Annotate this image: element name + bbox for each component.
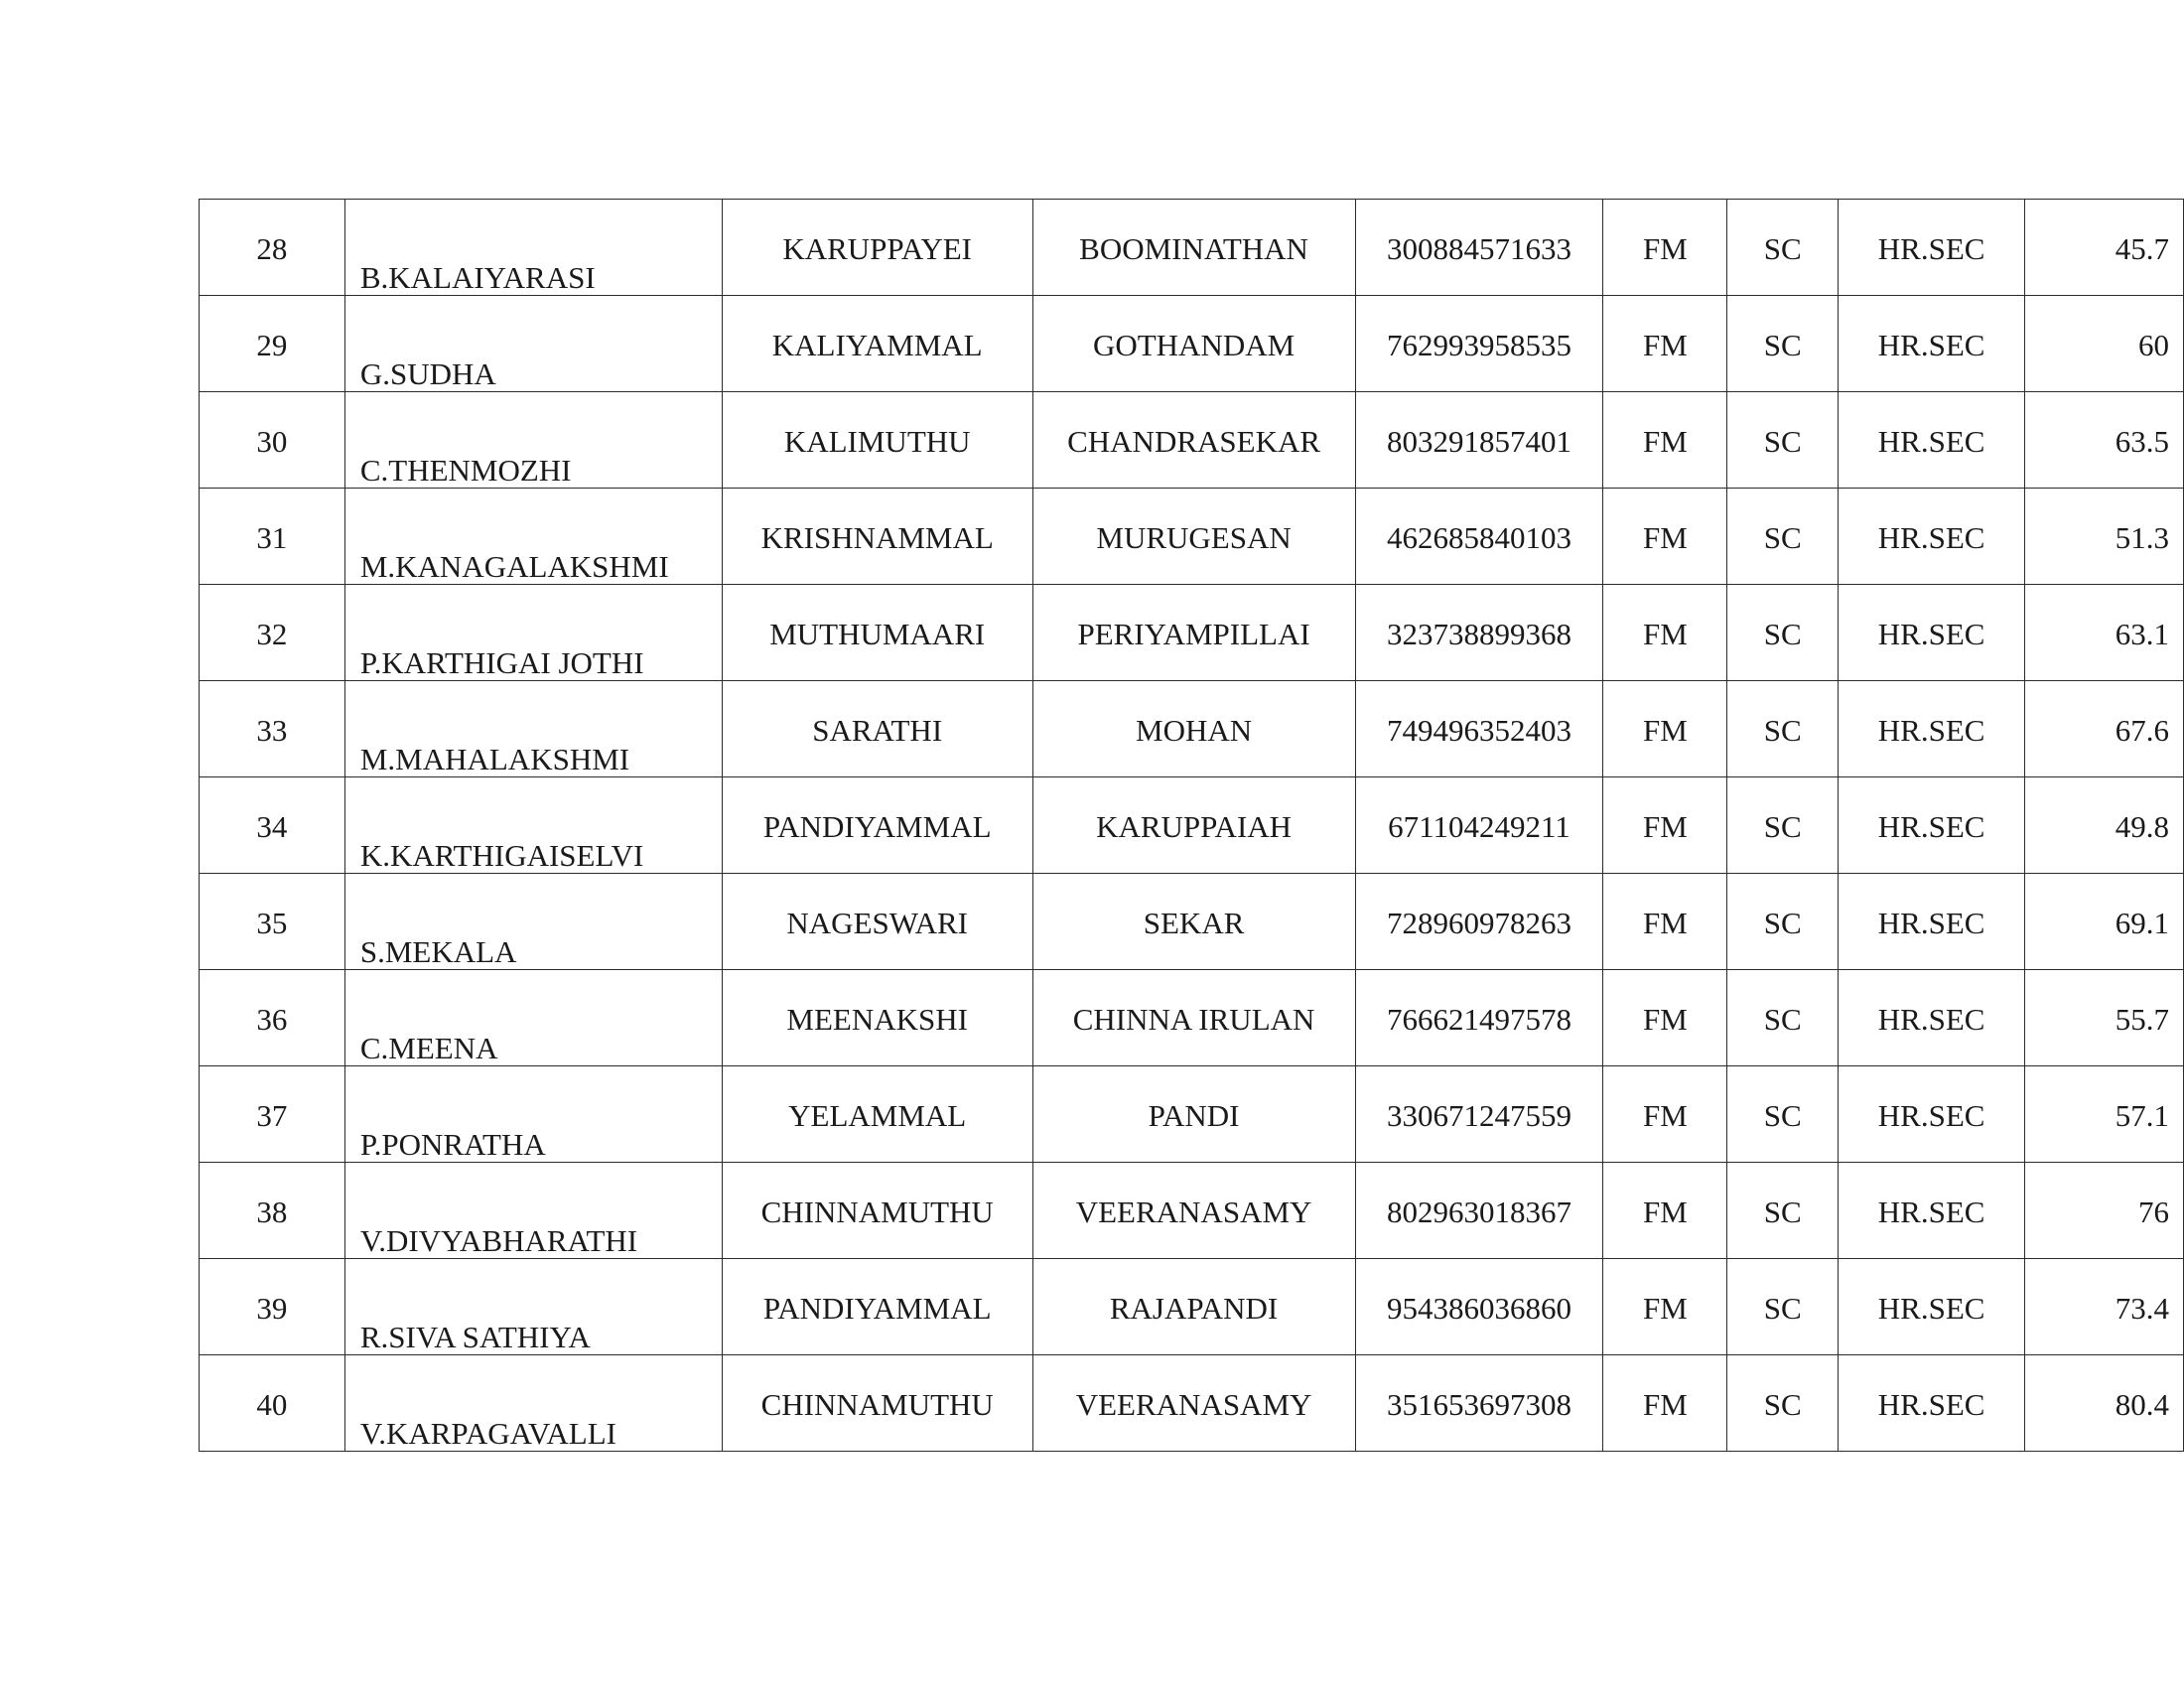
qualification-cell: HR.SEC <box>1839 681 2025 777</box>
name-cell: C.MEENA <box>344 970 722 1066</box>
qualification-cell: HR.SEC <box>1839 1355 2025 1452</box>
gender-cell: FM <box>1603 681 1727 777</box>
gender-cell: FM <box>1603 1066 1727 1163</box>
table-row <box>200 1163 2184 1259</box>
name-cell: P.KARTHIGAI JOTHI <box>344 585 722 681</box>
father-name-cell: PANDI <box>1032 1066 1355 1163</box>
gender-cell: FM <box>1603 970 1727 1066</box>
serial-number-cell: 28 <box>200 200 345 296</box>
percentage-cell: 63.5 <box>2025 392 2184 489</box>
serial-number-cell: 37 <box>200 1066 345 1163</box>
qualification-cell: HR.SEC <box>1839 1066 2025 1163</box>
community-cell: SC <box>1727 392 1839 489</box>
table-row <box>200 1355 2184 1452</box>
percentage-cell: 63.1 <box>2025 585 2184 681</box>
name-cell: P.PONRATHA <box>344 1066 722 1163</box>
father-name-cell: VEERANASAMY <box>1032 1355 1355 1452</box>
qualification-cell: HR.SEC <box>1839 874 2025 970</box>
father-name-cell: BOOMINATHAN <box>1032 200 1355 296</box>
qualification-cell: HR.SEC <box>1839 1163 2025 1259</box>
mother-name-cell: KALIMUTHU <box>722 392 1032 489</box>
table-row <box>200 392 2184 489</box>
percentage-cell: 55.7 <box>2025 970 2184 1066</box>
name-cell: M.KANAGALAKSHMI <box>344 489 722 585</box>
id-number-cell: 323738899368 <box>1355 585 1603 681</box>
qualification-cell: HR.SEC <box>1839 777 2025 874</box>
father-name-cell: GOTHANDAM <box>1032 296 1355 392</box>
community-cell: SC <box>1727 1259 1839 1355</box>
serial-number-cell: 39 <box>200 1259 345 1355</box>
father-name-cell: MURUGESAN <box>1032 489 1355 585</box>
name-cell: B.KALAIYARASI <box>344 200 722 296</box>
mother-name-cell: NAGESWARI <box>722 874 1032 970</box>
id-number-cell: 766621497578 <box>1355 970 1603 1066</box>
percentage-cell: 80.4 <box>2025 1355 2184 1452</box>
percentage-cell: 76 <box>2025 1163 2184 1259</box>
gender-cell: FM <box>1603 392 1727 489</box>
mother-name-cell: KRISHNAMMAL <box>722 489 1032 585</box>
father-name-cell: PERIYAMPILLAI <box>1032 585 1355 681</box>
community-cell: SC <box>1727 296 1839 392</box>
serial-number-cell: 35 <box>200 874 345 970</box>
mother-name-cell: KALIYAMMAL <box>722 296 1032 392</box>
percentage-cell: 45.7 <box>2025 200 2184 296</box>
qualification-cell: HR.SEC <box>1839 970 2025 1066</box>
serial-number-cell: 40 <box>200 1355 345 1452</box>
father-name-cell: CHINNA IRULAN <box>1032 970 1355 1066</box>
name-cell: K.KARTHIGAISELVI <box>344 777 722 874</box>
mother-name-cell: YELAMMAL <box>722 1066 1032 1163</box>
qualification-cell: HR.SEC <box>1839 200 2025 296</box>
percentage-cell: 60 <box>2025 296 2184 392</box>
percentage-cell: 67.6 <box>2025 681 2184 777</box>
father-name-cell: SEKAR <box>1032 874 1355 970</box>
serial-number-cell: 32 <box>200 585 345 681</box>
mother-name-cell: CHINNAMUTHU <box>722 1355 1032 1452</box>
serial-number-cell: 29 <box>200 296 345 392</box>
table-row <box>200 489 2184 585</box>
serial-number-cell: 31 <box>200 489 345 585</box>
serial-number-cell: 33 <box>200 681 345 777</box>
community-cell: SC <box>1727 1163 1839 1259</box>
gender-cell: FM <box>1603 874 1727 970</box>
gender-cell: FM <box>1603 585 1727 681</box>
percentage-cell: 73.4 <box>2025 1259 2184 1355</box>
gender-cell: FM <box>1603 489 1727 585</box>
mother-name-cell: PANDIYAMMAL <box>722 1259 1032 1355</box>
community-cell: SC <box>1727 200 1839 296</box>
table-row <box>200 585 2184 681</box>
name-cell: V.KARPAGAVALLI <box>344 1355 722 1452</box>
qualification-cell: HR.SEC <box>1839 392 2025 489</box>
name-cell: S.MEKALA <box>344 874 722 970</box>
mother-name-cell: CHINNAMUTHU <box>722 1163 1032 1259</box>
community-cell: SC <box>1727 681 1839 777</box>
percentage-cell: 49.8 <box>2025 777 2184 874</box>
id-number-cell: 954386036860 <box>1355 1259 1603 1355</box>
id-number-cell: 330671247559 <box>1355 1066 1603 1163</box>
gender-cell: FM <box>1603 296 1727 392</box>
father-name-cell: RAJAPANDI <box>1032 1259 1355 1355</box>
father-name-cell: KARUPPAIAH <box>1032 777 1355 874</box>
name-cell: V.DIVYABHARATHI <box>344 1163 722 1259</box>
community-cell: SC <box>1727 1355 1839 1452</box>
id-number-cell: 802963018367 <box>1355 1163 1603 1259</box>
table-row <box>200 1259 2184 1355</box>
community-cell: SC <box>1727 585 1839 681</box>
mother-name-cell: SARATHI <box>722 681 1032 777</box>
table-row <box>200 296 2184 392</box>
serial-number-cell: 34 <box>200 777 345 874</box>
gender-cell: FM <box>1603 1163 1727 1259</box>
qualification-cell: HR.SEC <box>1839 585 2025 681</box>
father-name-cell: CHANDRASEKAR <box>1032 392 1355 489</box>
table-row <box>200 970 2184 1066</box>
table-row <box>200 874 2184 970</box>
table-row <box>200 681 2184 777</box>
id-number-cell: 671104249211 <box>1355 777 1603 874</box>
serial-number-cell: 38 <box>200 1163 345 1259</box>
records-table-body <box>200 200 2184 1452</box>
id-number-cell: 762993958535 <box>1355 296 1603 392</box>
table-row <box>200 1066 2184 1163</box>
community-cell: SC <box>1727 970 1839 1066</box>
community-cell: SC <box>1727 874 1839 970</box>
serial-number-cell: 36 <box>200 970 345 1066</box>
name-cell: G.SUDHA <box>344 296 722 392</box>
qualification-cell: HR.SEC <box>1839 296 2025 392</box>
id-number-cell: 351653697308 <box>1355 1355 1603 1452</box>
percentage-cell: 51.3 <box>2025 489 2184 585</box>
mother-name-cell: KARUPPAYEI <box>722 200 1032 296</box>
qualification-cell: HR.SEC <box>1839 489 2025 585</box>
id-number-cell: 749496352403 <box>1355 681 1603 777</box>
records-table <box>199 199 2184 1452</box>
mother-name-cell: PANDIYAMMAL <box>722 777 1032 874</box>
id-number-cell: 462685840103 <box>1355 489 1603 585</box>
percentage-cell: 57.1 <box>2025 1066 2184 1163</box>
community-cell: SC <box>1727 1066 1839 1163</box>
mother-name-cell: MEENAKSHI <box>722 970 1032 1066</box>
table-row <box>200 777 2184 874</box>
community-cell: SC <box>1727 777 1839 874</box>
name-cell: C.THENMOZHI <box>344 392 722 489</box>
table-row <box>200 200 2184 296</box>
id-number-cell: 803291857401 <box>1355 392 1603 489</box>
father-name-cell: VEERANASAMY <box>1032 1163 1355 1259</box>
gender-cell: FM <box>1603 1259 1727 1355</box>
community-cell: SC <box>1727 489 1839 585</box>
serial-number-cell: 30 <box>200 392 345 489</box>
percentage-cell: 69.1 <box>2025 874 2184 970</box>
name-cell: M.MAHALAKSHMI <box>344 681 722 777</box>
id-number-cell: 300884571633 <box>1355 200 1603 296</box>
name-cell: R.SIVA SATHIYA <box>344 1259 722 1355</box>
gender-cell: FM <box>1603 200 1727 296</box>
father-name-cell: MOHAN <box>1032 681 1355 777</box>
id-number-cell: 728960978263 <box>1355 874 1603 970</box>
mother-name-cell: MUTHUMAARI <box>722 585 1032 681</box>
gender-cell: FM <box>1603 1355 1727 1452</box>
qualification-cell: HR.SEC <box>1839 1259 2025 1355</box>
gender-cell: FM <box>1603 777 1727 874</box>
